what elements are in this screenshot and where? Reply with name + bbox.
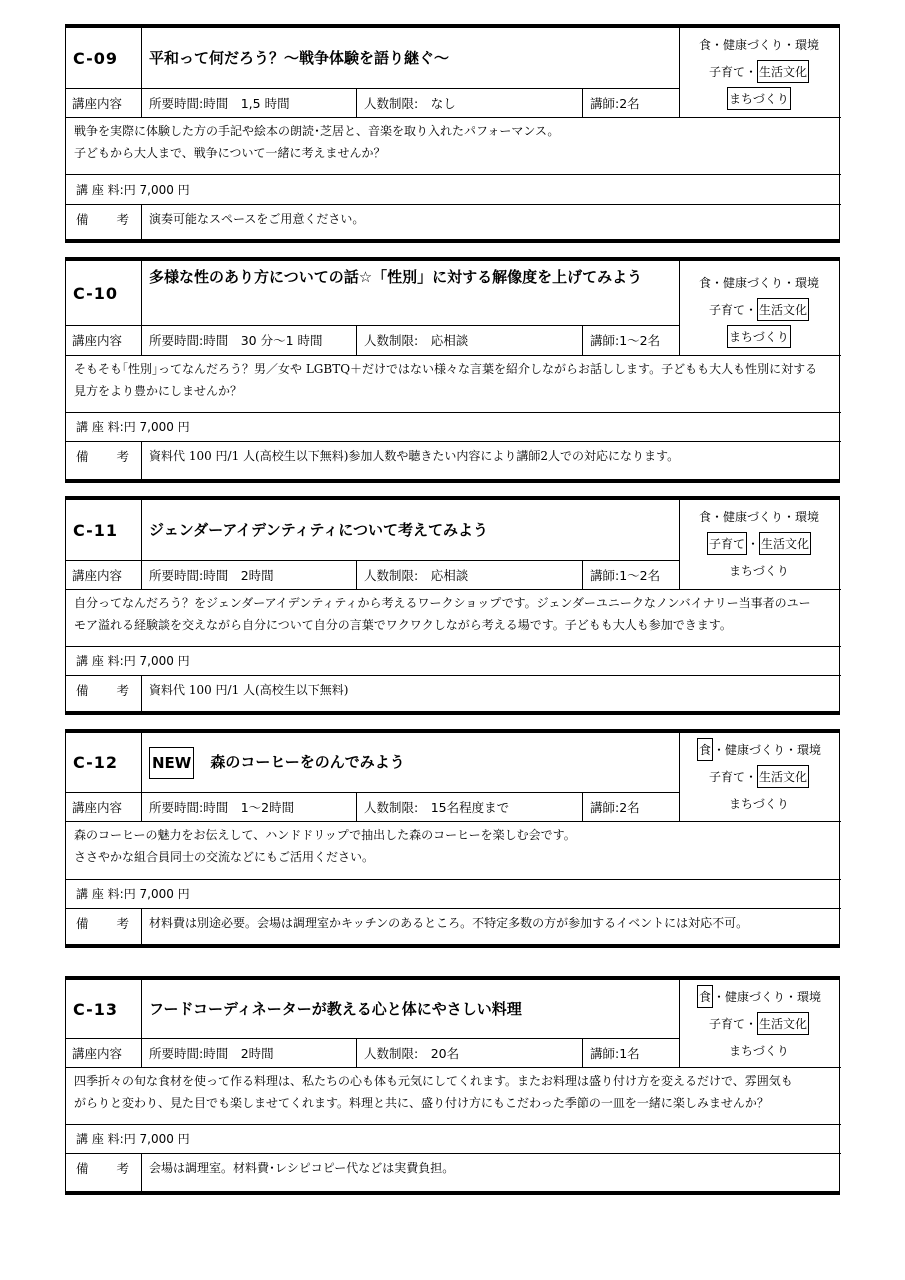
course-title-cell (141, 733, 679, 792)
category-health-environment: ・健康づくり・環境 (713, 990, 822, 1004)
category-line-2 (679, 58, 839, 85)
fee-row (66, 879, 839, 908)
note-label-a: 備 (76, 1161, 89, 1176)
note-label-b: 考 (116, 212, 130, 227)
course-description (66, 117, 839, 174)
category-separator: ・ (746, 537, 759, 551)
note-label-a: 備 (76, 449, 89, 464)
category-community: まちづくり (727, 87, 791, 110)
content-label: 講座内容 (72, 333, 123, 348)
course-card (65, 729, 840, 948)
category-line-1 (679, 31, 839, 58)
content-label: 講座内容 (72, 799, 123, 815)
course-description (66, 355, 839, 412)
category-separator: ・ (744, 65, 757, 79)
category-separator: ・ (744, 770, 757, 784)
category-line-3 (679, 557, 839, 584)
fee-label: 講 座 料: (76, 1132, 124, 1146)
note-label-a: 備 (76, 683, 89, 698)
category-childcare: 子育て (708, 1017, 745, 1031)
note-label-b: 考 (116, 683, 130, 698)
note-label (66, 441, 141, 479)
course-code: C-13 (73, 999, 119, 1019)
category-line-3 (679, 790, 839, 817)
fee-value: 円 7,000 円 (123, 1132, 190, 1146)
fee-value: 円 7,000 円 (123, 182, 190, 197)
course-note: 資料代 100 円/1 人(高校生以下無料) (149, 683, 349, 697)
fee-row (66, 1124, 839, 1153)
category-living-culture: 生活文化 (757, 1012, 809, 1035)
description-line: 森のコーヒーの魅力をお伝えして、ハンドドリップで抽出した森のコーヒーを楽しむ会です。 (74, 828, 576, 842)
category-tags (679, 28, 839, 117)
description-line: 自分ってなんだろう？をジェンダーアイデンティティから考えるワークショップです。ジェンダーユニークなノンバイナリー当事者のユー (74, 596, 811, 610)
fee-value: 円 7,000 円 (123, 420, 190, 434)
category-childcare: 子育て (708, 303, 745, 317)
category-living-culture: 生活文化 (759, 532, 811, 555)
course-title: 平和って何だろう？～戦争体験を語り継ぐ～ (149, 48, 450, 67)
description-line: 戦争を実際に体験した方の手記や絵本の朗読･芝居と、音楽を取り入れたパフォーマンス。 (74, 124, 560, 138)
fee-label: 講 座 料: (76, 420, 124, 434)
course-note: 会場は調理室。材料費･レシピコピー代などは実費負担。 (149, 1161, 455, 1175)
capacity: 人数制限: 応相談 (364, 333, 469, 348)
fee-row (66, 412, 839, 441)
category-line-1 (679, 269, 839, 296)
category-line-1 (679, 503, 839, 530)
course-card (65, 257, 840, 483)
content-label: 講座内容 (72, 567, 123, 583)
note-label (66, 675, 141, 711)
course-code: C-09 (73, 48, 119, 68)
category-tags (679, 980, 839, 1067)
category-tags (679, 500, 839, 589)
course-card (65, 976, 840, 1195)
duration: 所要時間:時間 30 分～1 時間 (149, 333, 323, 348)
course-note: 材料費は別途必要。会場は調理室かキッチンのあるところ。不特定多数の方が参加するイベントには対応不可。 (149, 916, 749, 930)
instructors: 講師:1名 (590, 1045, 640, 1061)
course-card (65, 24, 840, 243)
instructors: 講師:1～2名 (590, 567, 661, 583)
category-food: 食 (697, 985, 713, 1008)
course-code: C-11 (73, 520, 119, 540)
category-childcare: 子育て (708, 770, 745, 784)
category-food-health-environment: 食・健康づくり・環境 (698, 276, 819, 290)
course-description (66, 821, 839, 879)
capacity: 人数制限: 応相談 (364, 567, 469, 583)
category-community: まちづくり (727, 325, 791, 348)
note-label-b: 考 (116, 1161, 130, 1176)
category-health-environment: ・健康づくり・環境 (713, 743, 822, 757)
category-childcare: 子育て (707, 532, 747, 555)
category-line-2 (679, 763, 839, 790)
category-living-culture: 生活文化 (757, 60, 809, 83)
instructors: 講師:1～2名 (590, 333, 661, 348)
course-title: フードコーディネーターが教える心と体にやさしい料理 (149, 999, 522, 1018)
course-note: 資料代 100 円/1 人(高校生以下無料)参加人数や聴きたい内容により講師2人での対応になります。 (149, 449, 680, 463)
category-community: まちづくり (729, 1044, 789, 1058)
category-food-health-environment: 食・健康づくり・環境 (698, 510, 819, 524)
category-community: まちづくり (729, 564, 789, 578)
duration: 所要時間:時間 1～2時間 (149, 799, 295, 815)
category-tags (679, 261, 839, 355)
category-line-2 (679, 296, 839, 323)
description-line: そもそも｢性別｣ってなんだろう？男／女や LGBTQ＋だけではない様々な言葉を紹介しながらお話しします。子どもも大人も性別に対する (74, 362, 818, 376)
category-line-3 (679, 85, 839, 112)
category-line-1 (679, 736, 839, 763)
description-line: 四季折々の旬な食材を使って作る料理は、私たちの心も体も元気にしてくれます。またお料理は盛り付け方を変えるだけで、雰囲気も (74, 1074, 793, 1088)
category-line-2 (679, 530, 839, 557)
description-line: モア溢れる経験談を交えながら自分について自分の言葉でワクワクしながら考える場です。子どもも大人も参加できます。 (74, 618, 732, 632)
note-label-b: 考 (116, 449, 130, 464)
note-label-a: 備 (76, 212, 89, 227)
category-separator: ・ (744, 303, 757, 317)
fee-row (66, 174, 839, 204)
duration: 所要時間:時間 2時間 (149, 567, 274, 583)
fee-value: 円 7,000 円 (123, 654, 190, 668)
content-label: 講座内容 (72, 95, 123, 111)
category-food: 食 (697, 738, 713, 761)
capacity: 人数制限: 15名程度まで (364, 799, 510, 815)
course-title: 森のコーヒーをのんでみよう (210, 753, 405, 771)
category-line-3 (679, 323, 839, 350)
note-label-b: 考 (116, 916, 130, 931)
course-description (66, 1067, 839, 1124)
course-title-cell (141, 261, 679, 325)
note-label (66, 1153, 141, 1191)
new-badge: NEW (149, 747, 194, 779)
course-title: 多様な性のあり方についての話☆「性別」に対する解像度を上げてみよう (149, 268, 643, 286)
note-label (66, 204, 141, 239)
capacity: 人数制限: 20名 (364, 1045, 460, 1061)
course-code: C-10 (73, 283, 119, 303)
course-code: C-12 (73, 753, 119, 772)
fee-label: 講 座 料: (76, 654, 124, 668)
course-card (65, 496, 840, 715)
category-living-culture: 生活文化 (757, 765, 809, 788)
course-title-cell (141, 980, 679, 1038)
fee-value: 円 7,000 円 (123, 887, 190, 901)
course-title-cell (141, 28, 679, 88)
description-line: ささやかな組合員同士の交流などにもご活用ください。 (74, 850, 375, 864)
category-living-culture: 生活文化 (757, 298, 809, 321)
description-line: 子どもから大人まで、戦争について一緒に考えませんか？ (74, 146, 386, 160)
category-line-3 (679, 1037, 839, 1064)
course-title-cell (141, 500, 679, 560)
category-line-1 (679, 983, 839, 1010)
category-line-2 (679, 1010, 839, 1037)
category-food-health-environment: 食・健康づくり・環境 (698, 38, 819, 52)
instructors: 講師:2名 (590, 799, 640, 815)
note-label-a: 備 (76, 916, 89, 931)
capacity: 人数制限: なし (364, 95, 456, 111)
category-childcare: 子育て (708, 65, 745, 79)
category-community: まちづくり (729, 797, 789, 811)
course-note: 演奏可能なスペースをご用意ください。 (149, 212, 365, 226)
duration: 所要時間:時間 2時間 (149, 1045, 274, 1061)
fee-label: 講 座 料: (76, 887, 124, 901)
fee-label: 講 座 料: (76, 182, 124, 197)
duration: 所要時間:時間 1,5 時間 (149, 95, 290, 111)
category-tags (679, 733, 839, 821)
fee-row (66, 646, 839, 675)
content-label: 講座内容 (72, 1045, 123, 1061)
description-line: 見方をより豊かにしませんか？ (74, 384, 243, 398)
category-separator: ・ (744, 1017, 757, 1031)
course-title: ジェンダーアイデンティティについて考えてみよう (149, 520, 489, 539)
course-description (66, 589, 839, 646)
description-line: がらりと変わり、見た目でも楽しませてくれます。料理と共に、盛り付け方にもこだわった季節の一皿を一緒に楽しみませんか？ (74, 1096, 769, 1110)
instructors: 講師:2名 (590, 95, 640, 111)
note-label (66, 908, 141, 944)
